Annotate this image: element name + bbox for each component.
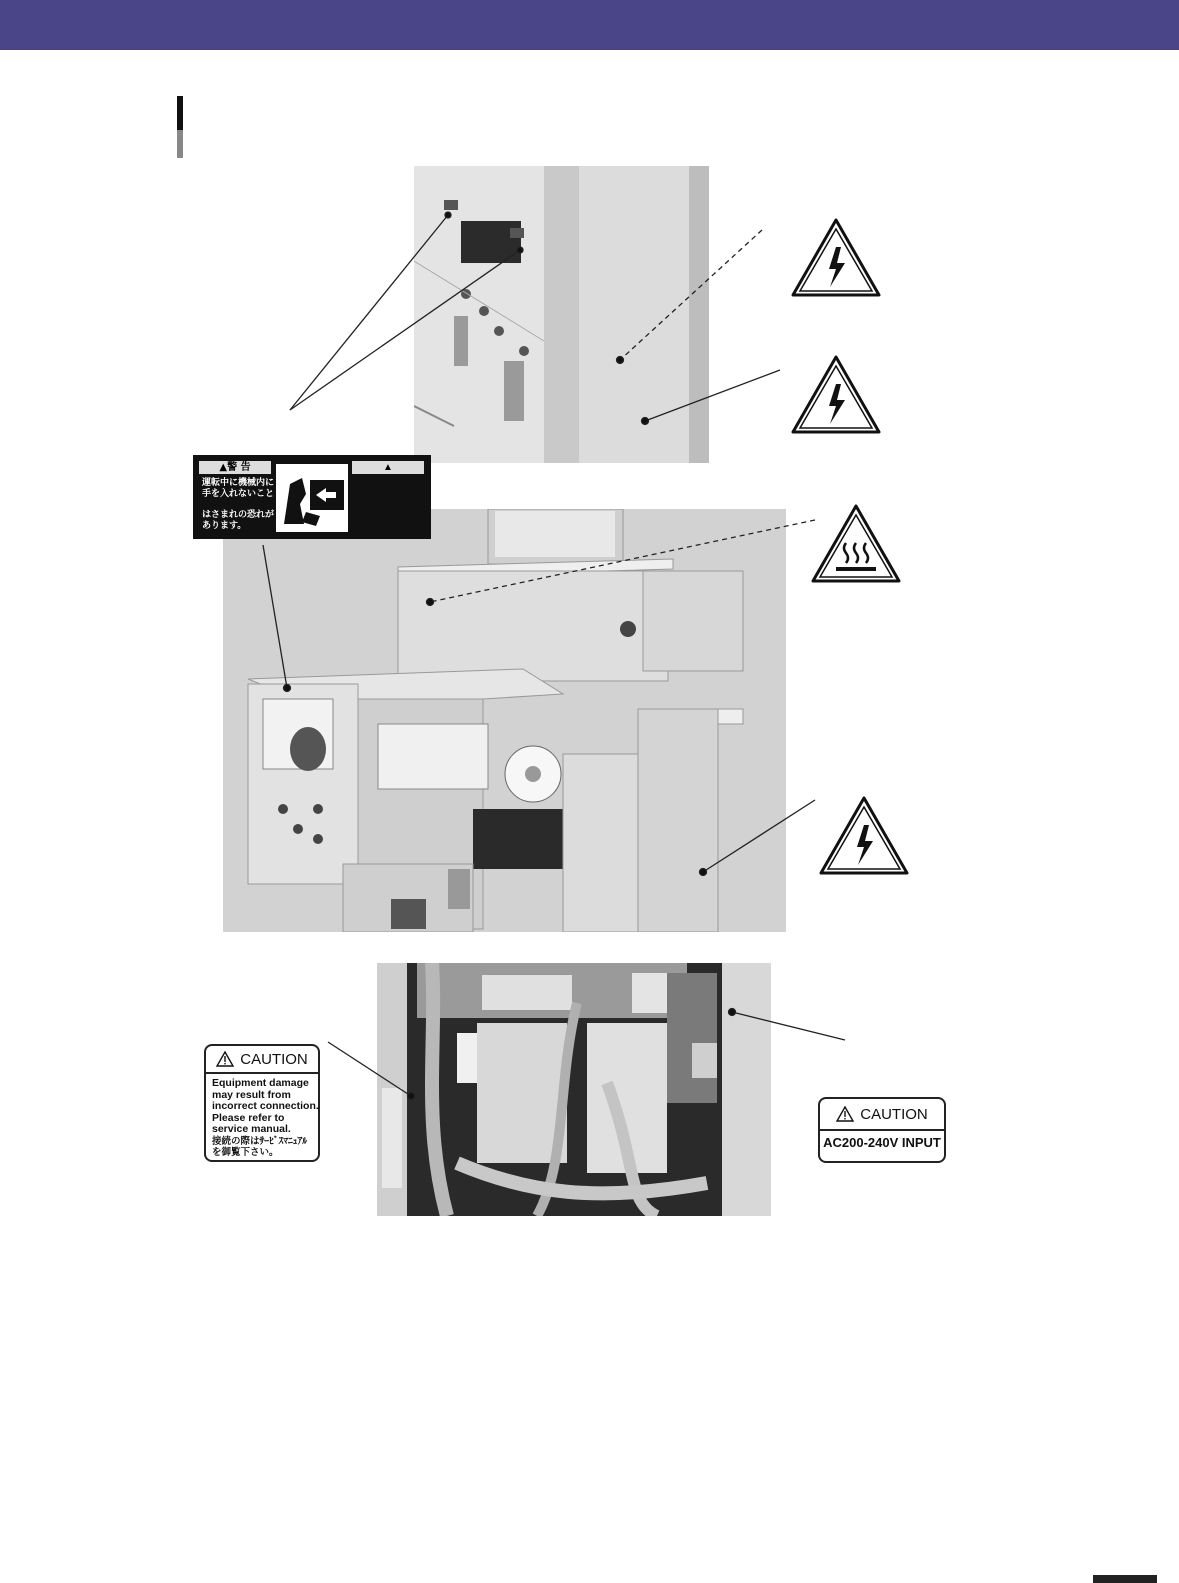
pinch-warning-label bbox=[194, 456, 430, 538]
caution-line: Equipment damage bbox=[212, 1077, 309, 1089]
caution-line: 接続の際はｻｰﾋﾞｽﾏﾆｭｱﾙ bbox=[212, 1135, 308, 1147]
warning-label-line: 手を入れないこと bbox=[202, 489, 275, 499]
warning-label-line: 運転中に機械内に bbox=[202, 478, 275, 488]
hot-surface-icon bbox=[810, 503, 902, 585]
warning-label-title: ▲警 告 bbox=[199, 461, 271, 474]
caution-heading bbox=[206, 1046, 318, 1074]
section-marker-shade bbox=[177, 130, 183, 158]
warning-label-line: はさまれの恐れが bbox=[202, 510, 275, 520]
warning-label-line: あります。 bbox=[202, 521, 247, 531]
high-voltage-icon bbox=[818, 795, 910, 877]
photo-side-panel bbox=[414, 166, 709, 463]
caution-heading bbox=[820, 1099, 944, 1131]
caution-label-connection bbox=[204, 1044, 320, 1162]
page-tab bbox=[1093, 1575, 1157, 1583]
caution-line: Please refer to bbox=[212, 1111, 285, 1124]
caution-heading-text: CAUTION bbox=[240, 1050, 308, 1068]
caution-triangle-icon bbox=[836, 1106, 854, 1122]
high-voltage-icon bbox=[790, 354, 882, 436]
caution-input-text: AC200-240V INPUT bbox=[823, 1135, 941, 1150]
caution-triangle-icon bbox=[216, 1051, 234, 1067]
header-bar bbox=[0, 0, 1179, 50]
section-marker bbox=[177, 96, 183, 130]
caution-line: incorrect connection. bbox=[212, 1100, 319, 1112]
caution-body bbox=[206, 1074, 318, 1159]
caution-line: may result from bbox=[212, 1088, 291, 1101]
photo-electrical-panel bbox=[377, 963, 771, 1216]
high-voltage-icon bbox=[790, 217, 882, 299]
hand-pinch-icon bbox=[276, 464, 348, 532]
caution-label-input bbox=[818, 1097, 946, 1163]
caution-line: service manual. bbox=[212, 1123, 291, 1135]
caution-line: を御覧下さい。 bbox=[212, 1147, 279, 1158]
photo-machine-overview bbox=[223, 509, 786, 932]
warning-label-title-right: ▲ bbox=[352, 461, 424, 474]
caution-heading-text: CAUTION bbox=[860, 1105, 928, 1123]
